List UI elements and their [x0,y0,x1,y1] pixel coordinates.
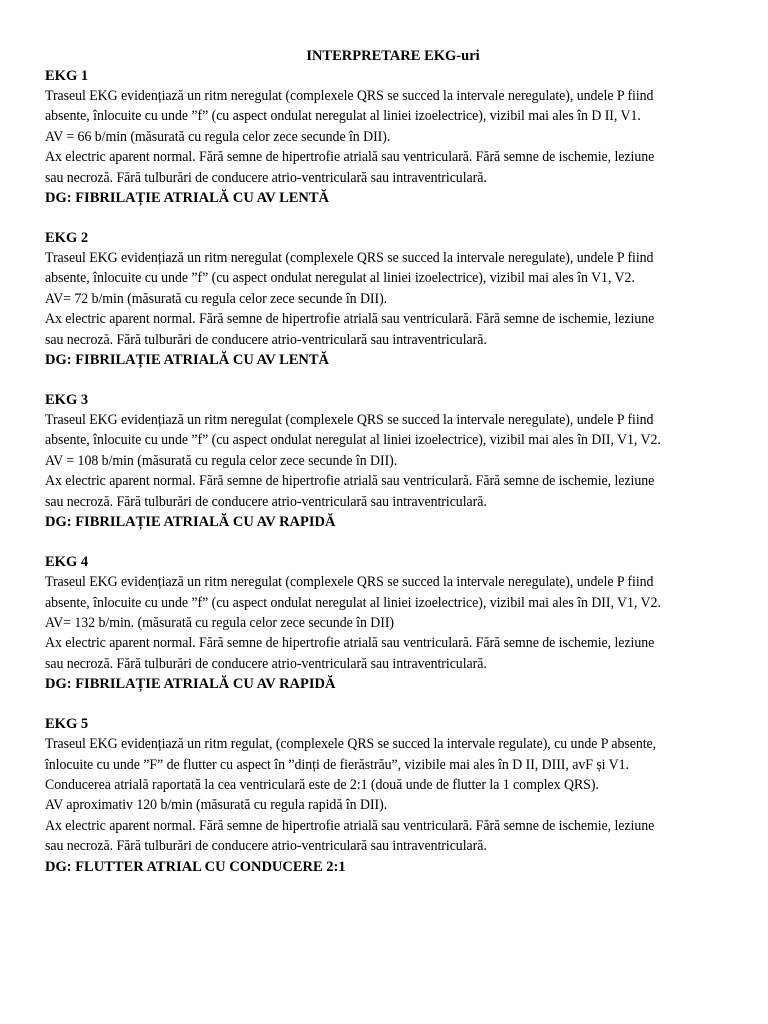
paragraph-line [45,593,745,613]
line-text: Ax electric aparent normal. Fără semne de hipertrofie atrială sau ventriculară. Fără semne de ischemie, leziune [45,817,655,834]
paragraph-line [45,127,745,147]
line-text: AV= 132 b/min. (măsurată cu regula celor zece secunde în DII) [45,614,394,631]
diagnosis-line: DG: FLUTTER ATRIAL CU CONDUCERE 2:1 [45,858,346,875]
paragraph-line [45,106,745,126]
line-text: sau necroză. Fără tulburări de conducere atrio-ventriculară sau intraventriculară. [45,169,487,186]
paragraph-line [45,471,745,491]
paragraph-line [45,816,745,836]
line-text: sau necroză. Fără tulburări de conducere atrio-ventriculară sau intraventriculară. [45,331,487,348]
diagnosis-line: DG: FIBRILAȚIE ATRIALĂ CU AV RAPIDĂ [45,676,336,693]
paragraph-line [45,836,745,856]
ekg-heading: EKG 3 [45,392,89,409]
paragraph-line [45,613,745,633]
ekg-section-5 [45,714,745,876]
line-text: Traseul EKG evidențiază un ritm neregulat (complexele QRS se succed la intervale neregulate), undele P fiind [45,88,654,104]
document-page [45,46,745,877]
paragraph-line [45,572,745,592]
ekg-section-3 [45,390,745,532]
ekg-heading: EKG 2 [45,230,89,247]
paragraph-line [45,430,745,450]
paragraph-line [45,734,745,754]
line-text: absente, înlocuite cu unde ”f” (cu aspect ondulat neregulat al liniei izoelectrice), vizibil mai ales în DII, V1, V2. [45,432,661,449]
paragraph-line [45,268,745,288]
line-text: sau necroză. Fără tulburări de conducere atrio-ventriculară sau intraventriculară. [45,655,487,672]
line-text: AV aproximativ 120 b/min (măsurată cu regula rapidă în DII). [45,797,388,814]
line-text: Traseul EKG evidențiază un ritm regulat, (complexele QRS se succed la intervale regulate), cu unde P absente, [45,736,657,753]
paragraph-line [45,451,745,471]
line-text: AV= 72 b/min (măsurată cu regula celor zece secunde în DII). [45,290,388,307]
line-text: Conducerea atrială raportată la cea ventriculară este de 2:1 (două unde de flutter la 1 complex QRS). [45,776,599,793]
line-text: Traseul EKG evidențiază un ritm neregulat (complexele QRS se succed la intervale neregulate), undele P fiind [45,412,654,429]
ekg-heading: EKG 1 [45,68,89,84]
diagnosis-line: DG: FIBRILAȚIE ATRIALĂ CU AV LENTĂ [45,190,330,207]
diagnosis-line: DG: FIBRILAȚIE ATRIALĂ CU AV RAPIDĂ [45,514,336,531]
paragraph-line [45,147,745,167]
paragraph-line [45,775,745,795]
line-text: Ax electric aparent normal. Fără semne de hipertrofie atrială sau ventriculară. Fără semne de ischemie, leziune [45,311,655,328]
ekg-heading: EKG 4 [45,554,89,571]
line-text: Traseul EKG evidențiază un ritm neregulat (complexele QRS se succed la intervale neregulate), undele P fiind [45,574,654,591]
ekg-heading: EKG 5 [45,716,89,733]
paragraph-line [45,492,745,512]
line-text: absente, înlocuite cu unde ”f” (cu aspect ondulat neregulat al liniei izoelectrice), vizibil mai ales în DII, V1, V2. [45,594,661,611]
line-text: Ax electric aparent normal. Fără semne de hipertrofie atrială sau ventriculară. Fără semne de ischemie, leziune [45,635,655,652]
paragraph-line [45,795,745,815]
ekg-section-2 [45,228,745,370]
line-text: AV = 108 b/min (măsurată cu regula celor zece secunde în DII). [45,452,398,469]
line-text: absente, înlocuite cu unde ”f” (cu aspect ondulat neregulat al liniei izoelectrice), vizibil mai ales în D II, V1. [45,108,641,125]
paragraph-line [45,168,745,188]
paragraph-line [45,86,745,106]
ekg-section-4 [45,552,745,694]
paragraph-line [45,309,745,329]
line-text: Ax electric aparent normal. Fără semne de hipertrofie atrială sau ventriculară. Fără semne de ischemie, leziune [45,473,655,490]
paragraph-line [45,330,745,350]
diagnosis-line: DG: FIBRILAȚIE ATRIALĂ CU AV LENTĂ [45,352,330,369]
paragraph-line [45,755,745,775]
line-text: sau necroză. Fără tulburări de conducere atrio-ventriculară sau intraventriculară. [45,838,487,855]
line-text: Traseul EKG evidențiază un ritm neregulat (complexele QRS se succed la intervale neregulate), undele P fiind [45,250,654,267]
document-title: INTERPRETARE EKG-uri [306,48,480,64]
paragraph-line [45,633,745,653]
line-text: înlocuite cu unde ”F” de flutter cu aspect în ”dinți de fierăstrău”, vizibile mai ales în D II, DIII, avF și V1. [45,756,629,773]
paragraph-line [45,410,745,430]
paragraph-line [45,248,745,268]
paragraph-line [45,289,745,309]
ekg-section-1 [45,66,745,208]
line-text: absente, înlocuite cu unde ”f” (cu aspect ondulat neregulat al liniei izoelectrice), vizibil mai ales în V1, V2. [45,270,635,287]
line-text: Ax electric aparent normal. Fără semne de hipertrofie atrială sau ventriculară. Fără semne de ischemie, leziune [45,149,655,166]
paragraph-line [45,654,745,674]
line-text: sau necroză. Fără tulburări de conducere atrio-ventriculară sau intraventriculară. [45,493,487,510]
line-text: AV = 66 b/min (măsurată cu regula celor zece secunde în DII). [45,128,391,145]
